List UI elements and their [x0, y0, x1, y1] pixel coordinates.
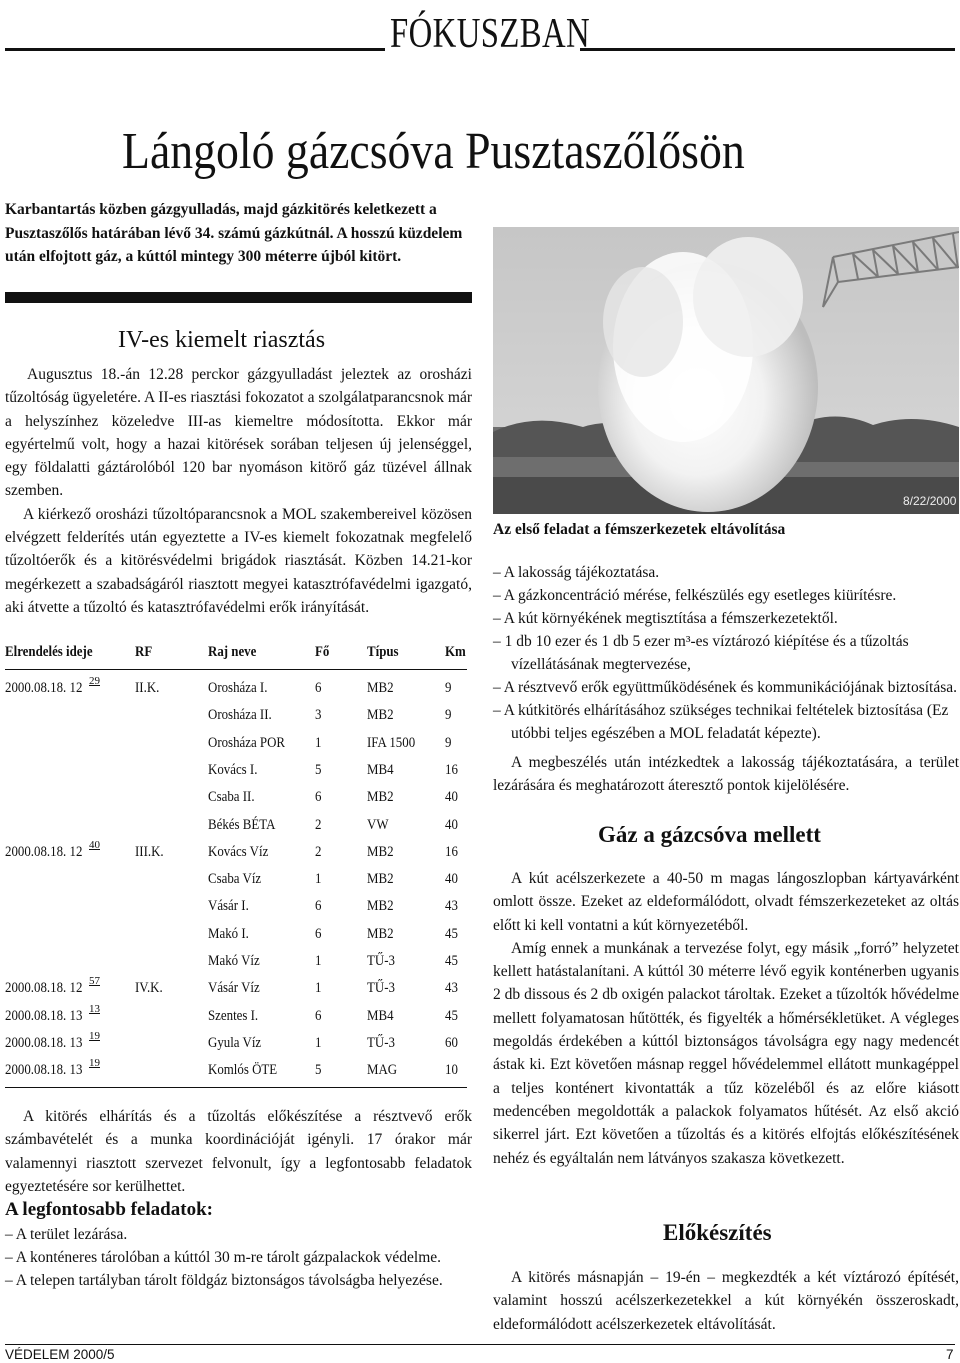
cell-type: TŰ-3 [367, 1034, 395, 1051]
cell-km: 16 [445, 843, 458, 860]
list-item: – A konténeres tárolóban a kúttól 30 m-re tárolt gázpalackok védelme. [5, 1249, 442, 1266]
cell-km: 45 [445, 1007, 458, 1024]
tasks-heading: A legfontosabb feladatok: [5, 1199, 213, 1220]
table-row [5, 675, 467, 700]
cell-fo: 2 [315, 843, 322, 860]
cell-type: MB4 [367, 761, 394, 778]
gas-paragraph: Amíg ennek a munkának a tervezése folyt, egy másik „forró” helyzetet kellett hatástalanítani. A kúttól 30 méterre lévő egyik konténerben ugyanis 2 db dissous és 2 db oxigén palackot tároltak. Ezeket a tűzoltók hővédelme mellett folyamatosan hűtötték, és figyelték a hőmérsékletüket. A végleges megoldás érdekében a kúttól biztonságos távolságra egy nagy medencét ástak ki. Ezt követően másnap reggel hővédelemmel ellátott munkagéppel a teljes konténert kivontatták a tűz közeléből és az előre kiásott medencében megoldották a palackok folyamatos hűtését. Az első akció sikerrel járt. Ezt követően a tűzoltás és a kitörés elfojtás előkészítésének nehéz és egyáltalán nem látványos szakasza következett. [493, 939, 959, 1167]
footer-magazine: VÉDELEM 2000/5 [5, 1347, 115, 1362]
cell-time-minutes: 29 [89, 675, 100, 687]
cell-km: 9 [445, 707, 452, 724]
cell-fo: 1 [315, 953, 322, 969]
photo-date-stamp: 8/22/2000 [903, 494, 957, 508]
cell-rf: IV.K. [135, 980, 163, 997]
cell-km: 16 [445, 761, 458, 778]
table-row [5, 1029, 467, 1055]
list-item: – A kút környékének megtisztítása a fémszerkezetektől. [493, 610, 838, 627]
gas-heading: Gáz a gázcsóva mellett [598, 822, 821, 847]
cell-type: MAG [367, 1062, 398, 1079]
cell-name: Orosháza POR [208, 734, 286, 751]
table-row [5, 975, 467, 1000]
cell-name: Vásár Víz [208, 980, 260, 997]
cell-name: Orosháza II. [208, 707, 272, 724]
cell-time-minutes: 57 [89, 975, 100, 988]
col-header-km: Km [445, 644, 466, 660]
cell-km: 40 [445, 816, 458, 833]
cell-km: 40 [445, 871, 458, 888]
cell-name: Komlós ÖTE [208, 1062, 278, 1079]
cell-name: Orosháza I. [208, 680, 268, 696]
cell-time: 2000.08.18. 12 [5, 680, 83, 696]
list-item: – A kútkitörés elhárításához szükséges technikai feltételek biztosítása (Ez utóbbi teljes egészében a MOL feladatát képezte). [493, 702, 949, 742]
cell-rf: III.K. [135, 843, 164, 860]
table-row [5, 838, 467, 864]
col-header-fo: Fő [315, 644, 330, 660]
cell-type: MB2 [367, 925, 394, 942]
cell-km: 60 [445, 1034, 458, 1051]
cell-fo: 1 [315, 980, 322, 997]
footer-rule [5, 1344, 955, 1345]
cell-type: IFA 1500 [367, 734, 416, 751]
table-row [5, 762, 467, 782]
cell-km: 9 [445, 734, 452, 751]
after-table-paragraph: A kitörés elhárítás és a tűzoltás előkészítése a résztvevő erők számbavételét és a munka koordinációját igényli. 17 órakor már valamennyi riasztott szervezet felvonult, így a legfontosabb feladatok egyeztetésére sor kerülhettet. [5, 1108, 472, 1195]
prep-text [493, 1266, 959, 1336]
col-header-time: Elrendelés ideje [5, 644, 93, 660]
header-rule-right [580, 48, 955, 51]
fire-photo [493, 227, 959, 514]
cell-type: MB2 [367, 843, 394, 860]
photo-caption: Az első feladat a fémszerkezetek eltávolítása [493, 521, 786, 538]
cell-name: Szentes I. [208, 1007, 259, 1024]
list-item: – 1 db 10 ezer és 1 db 5 ezer m³-es víztározó kiépítése és a tűzoltás vízellátásának megtervezése, [493, 633, 909, 673]
table-row [5, 1057, 467, 1082]
cell-fo: 6 [315, 680, 322, 696]
cell-name: Vásár I. [208, 898, 249, 915]
cell-type: VW [367, 816, 389, 833]
cell-fo: 2 [315, 816, 322, 833]
cell-time: 2000.08.18. 13 [5, 1007, 83, 1024]
cell-name: Makó Víz [208, 953, 260, 969]
cell-km: 43 [445, 980, 458, 997]
cell-km: 40 [445, 789, 458, 806]
after-table-text [5, 1105, 472, 1198]
prep-paragraph: A kitörés másnapján – 19-én – megkezdték a két víztározó építését, valamint hosszú acélszerkezetekkel a kút környékén összeroskadt, eldeformálódott acélszerkezetek eltávolítását. [493, 1269, 959, 1333]
cell-fo: 1 [315, 1034, 322, 1051]
cell-name: Makó I. [208, 925, 249, 942]
alarm-text [5, 363, 472, 619]
tasks-list [5, 1223, 472, 1292]
cell-type: TŰ-3 [367, 953, 395, 969]
header-rule-left [5, 48, 385, 51]
list-item: – A gázkoncentráció mérése, felkészülés egy esetleges kiürítésre. [493, 587, 897, 604]
cell-fo: 3 [315, 707, 322, 724]
list-item: – A terület lezárása. [5, 1226, 128, 1243]
list-item: – A lakosság tájékoztatása. [493, 564, 660, 581]
cell-fo: 5 [315, 1062, 322, 1079]
footer-page-number: 7 [946, 1347, 954, 1362]
right-task-list [493, 561, 959, 745]
table-bottom-rule [5, 1087, 467, 1088]
lead-bar [5, 292, 472, 303]
table-row [5, 817, 467, 837]
cell-time-minutes: 19 [89, 1029, 100, 1042]
closing-paragraph: A megbeszélés után intézkedtek a lakosság tájékoztatására, a terület lezárására és meghatározott áteresztő pontok kijelölésére. [493, 754, 959, 795]
table-row [5, 707, 467, 727]
cell-rf: II.K. [135, 680, 160, 696]
article-lead: Karbantartás közben gázgyulladás, majd gázkitörés keletkezett a Pusztaszőlős határában lévő 34. számú gázkútnál. A hosszú küzdelem után elfojtott gáz, a kúttól mintegy 300 méterre újból kitört. [5, 201, 463, 265]
cell-name: Kovács I. [208, 761, 258, 778]
table-row [5, 926, 467, 946]
cell-km: 9 [445, 680, 452, 696]
alarm-heading: IV-es kiemelt riasztás [118, 327, 326, 353]
cell-km: 10 [445, 1062, 458, 1079]
table-row [5, 898, 467, 918]
cell-time: 2000.08.18. 12 [5, 980, 83, 997]
gas-text [493, 867, 959, 1170]
cell-time: 2000.08.18. 13 [5, 1034, 83, 1051]
section-title: FÓKUSZBAN [390, 11, 591, 57]
closing-text [493, 751, 959, 798]
cell-type: TŰ-3 [367, 980, 395, 997]
list-item: – A résztvevő erők együttműködésének és kommunikációjának biztosítása. [493, 679, 958, 696]
col-header-type: Típus [367, 644, 399, 660]
cell-fo: 6 [315, 898, 322, 915]
prep-heading: Előkészítés [663, 1220, 772, 1245]
cell-name: Csaba II. [208, 789, 255, 806]
cell-fo: 1 [315, 871, 322, 888]
col-header-rf: RF [135, 644, 153, 660]
cell-time-minutes: 19 [89, 1057, 100, 1070]
cell-time: 2000.08.18. 13 [5, 1062, 83, 1079]
article-title: Lángoló gázcsóva Pusztaszőlősön [122, 123, 745, 180]
cell-name: Csaba Víz [208, 871, 262, 888]
cell-time: 2000.08.18. 12 [5, 843, 83, 860]
table-row [5, 735, 467, 755]
col-header-name: Raj neve [208, 644, 257, 660]
table-row [5, 789, 467, 809]
cell-type: MB2 [367, 871, 394, 888]
cell-name: Békés BÉTA [208, 816, 276, 833]
cell-fo: 6 [315, 925, 322, 942]
cell-name: Gyula Víz [208, 1034, 262, 1051]
cell-type: MB2 [367, 898, 394, 915]
table-row [5, 1002, 467, 1028]
cell-fo: 5 [315, 761, 322, 778]
alarm-paragraph: Augusztus 18.-án 12.28 perckor gázgyulladást jeleztek az orosházi tűzoltóság ügyeletére. A II-es riasztási fokozatot a szolgálatparancsnok már a helyszínhez közeledve III-as kiemeltre módosította. Ekkor már egyértelmű volt, hogy a hazai kitörések sorában teljesen új jelenséggel, egy földalatti gáztárolóból 120 bar nyomáson kitörő gáz tüzével állnak szemben. [5, 366, 472, 500]
table-row [5, 871, 467, 891]
table-row [5, 953, 467, 973]
cell-fo: 1 [315, 734, 322, 751]
cell-type: MB4 [367, 1007, 394, 1024]
list-item: – A telepen tartályban tárolt földgáz biztonságos távolságba helyezése. [5, 1272, 443, 1289]
cell-fo: 6 [315, 1007, 322, 1024]
gas-paragraph: A kút acélszerkezete a 40-50 m magas lángoszlopban kártyavárként omlott össze. Ezeket az eldeformálódott, olvadt fémszerkezeteket az oltás előtt ki kell vontatni a kút környezetéből. [493, 870, 959, 934]
cell-type: MB2 [367, 680, 394, 696]
cell-km: 45 [445, 925, 458, 942]
cell-type: MB2 [367, 707, 394, 724]
table-header-rule [5, 669, 467, 670]
cell-time-minutes: 13 [89, 1002, 100, 1015]
cell-km: 43 [445, 898, 458, 915]
cell-name: Kovács Víz [208, 843, 269, 860]
alarm-paragraph: A kiérkező orosházi tűzoltóparancsnok a MOL szakembereivel közösen elvégzett felderítés után egyeztette a IV-es kiemelt fokozatnak megfelelő tűzoltóerők és a kitörésvédelmi brigádok riasztását. Közben 14.21-kor megérkezett a szabadságáról riasztott megyei katasztrófavédelmi igazgató, aki átvette a tűzoltó és katasztrófavédelmi erők irányítását. [5, 505, 472, 616]
cell-time-minutes: 40 [89, 838, 100, 851]
cell-km: 45 [445, 953, 458, 969]
cell-type: MB2 [367, 789, 394, 806]
cell-fo: 6 [315, 789, 322, 806]
